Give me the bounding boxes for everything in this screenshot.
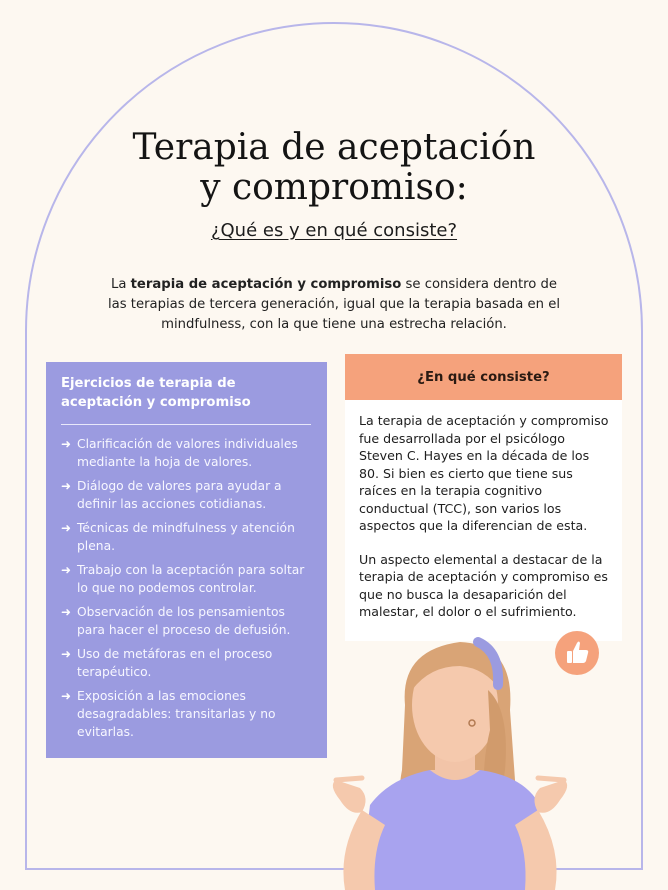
- list-item: [61, 687, 313, 741]
- intro-bold: terapia de aceptación y compromiso: [130, 277, 402, 292]
- list-item: [61, 561, 313, 597]
- consiste-paragraph-2: Un aspecto elemental a destacar de la terapia de aceptación y compromiso es que no busca la desaparición del malestar, el dolor o el sufrimiento.: [359, 551, 608, 619]
- intro-prefix: La: [110, 277, 131, 292]
- exercises-list: [61, 435, 313, 741]
- exercises-divider: [61, 424, 311, 425]
- list-item-text: Clarificación de valores individuales mediante la hoja de valores.: [77, 437, 298, 469]
- arrow-right-icon: ➜: [61, 437, 72, 451]
- list-item: [61, 477, 313, 513]
- page-title: [0, 128, 668, 208]
- list-item-text: Observación de los pensamientos para hacer el proceso de defusión.: [77, 605, 291, 637]
- list-item-text: Trabajo con la aceptación para soltar lo que no podemos controlar.: [77, 563, 305, 595]
- list-item-text: Exposición a las emociones desagradables: transitarlas y no evitarlas.: [77, 689, 276, 739]
- arrow-right-icon: ➜: [61, 479, 72, 493]
- list-item: [61, 645, 313, 681]
- list-item: [61, 435, 313, 471]
- title-line-2: y compromiso:: [200, 167, 468, 208]
- list-item-text: Uso de metáforas en el proceso terapéutico.: [77, 647, 273, 679]
- consiste-header: [345, 354, 622, 400]
- exercises-title: Ejercicios de terapia de aceptación y compromiso: [61, 376, 251, 410]
- arrow-right-icon: ➜: [61, 689, 72, 703]
- list-item-text: Técnicas de mindfulness y atención plena.: [77, 521, 295, 553]
- consiste-body: [345, 400, 622, 641]
- exercises-panel: [46, 362, 327, 758]
- consiste-paragraph-1: La terapia de aceptación y compromiso fue desarrollada por el psicólogo Steven C. Hayes en la década de los 80. Si bien es cierto que tiene sus raíces en la terapia cognitivo conductual (TCC), son varios los aspectos que la diferencian de esta.: [359, 413, 609, 533]
- woman-pointing-illustration: [300, 630, 600, 890]
- intro-suffix: se considera dentro de las terapias de tercera generación, igual que la terapia basada en el mindfulness, con la que tiene una estrecha relación.: [108, 277, 560, 332]
- arrow-right-icon: ➜: [61, 563, 72, 577]
- consiste-title: ¿En qué consiste?: [417, 369, 550, 385]
- list-item-text: Diálogo de valores para ayudar a definir las acciones cotidianas.: [77, 479, 282, 511]
- list-item: [61, 519, 313, 555]
- list-item: [61, 603, 313, 639]
- arrow-right-icon: ➜: [61, 605, 72, 619]
- intro-paragraph: [104, 275, 564, 335]
- title-line-1: Terapia de aceptación: [132, 127, 536, 168]
- arrow-right-icon: ➜: [61, 521, 72, 535]
- page-subtitle: ¿Qué es y en qué consiste?: [210, 220, 458, 241]
- arrow-right-icon: ➜: [61, 647, 72, 661]
